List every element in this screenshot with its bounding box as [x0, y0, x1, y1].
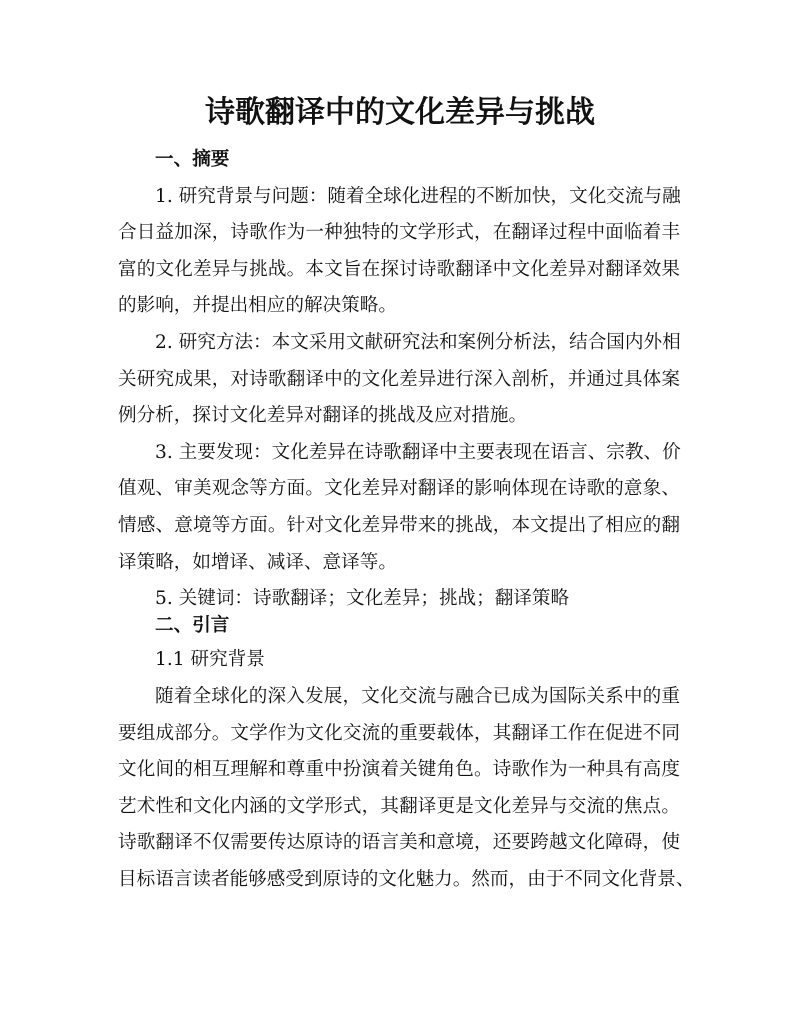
section-heading-intro: 二、引言: [155, 614, 230, 636]
text-line: 随着全球化的深入发展，文化交流与融合已成为国际关系中的重: [155, 685, 680, 707]
paragraph-findings: [118, 435, 680, 581]
paragraph-background: [118, 179, 680, 325]
text-line: 艺术性和文化内涵的文学形式，其翻译更是文化差异与交流的焦点。: [118, 795, 680, 817]
text-line: 值观、审美观念等方面。文化差异对翻译的影响体现在诗歌的意象、: [118, 478, 680, 500]
subsection-heading: 1.1 研究背景: [155, 649, 265, 671]
text-line: 合日益加深，诗歌作为一种独特的文学形式，在翻译过程中面临着丰: [118, 222, 680, 244]
text-line: 2. 研究方法：本文采用文献研究法和案例分析法，结合国内外相: [155, 331, 681, 353]
document-title: 诗歌翻译中的文化差异与挑战: [205, 95, 595, 130]
text-line: 情感、意境等方面。针对文化差异带来的挑战，本文提出了相应的翻: [118, 514, 680, 536]
paragraph-method: [118, 325, 680, 435]
text-line: 要组成部分。文学作为文化交流的重要载体，其翻译工作在促进不同: [118, 722, 680, 744]
paragraph-intro: [118, 679, 695, 899]
text-line: 的影响，并提出相应的解决策略。: [118, 295, 397, 317]
text-line: 译策略，如增译、减译、意译等。: [118, 551, 397, 573]
text-line: 目标语言读者能够感受到原诗的文化魅力。然而，由于不同文化背景、: [118, 868, 695, 890]
text-line: 诗歌翻译不仅需要传达原诗的语言美和意境，还要跨越文化障碍，使: [118, 832, 680, 854]
text-line: 富的文化差异与挑战。本文旨在探讨诗歌翻译中文化差异对翻译效果: [118, 258, 680, 280]
text-line: 例分析，探讨文化差异对翻译的挑战及应对措施。: [118, 405, 528, 427]
text-line: 文化间的相互理解和尊重中扮演着关键角色。诗歌作为一种具有高度: [118, 759, 680, 781]
document-body: [118, 142, 695, 898]
paragraph-keywords: 5. 关键词：诗歌翻译；文化差异；挑战；翻译策略: [155, 588, 570, 610]
text-line: 关研究成果，对诗歌翻译中的文化差异进行深入剖析，并通过具体案: [118, 368, 680, 390]
text-line: 3. 主要发现：文化差异在诗歌翻译中主要表现在语言、宗教、价: [155, 441, 681, 463]
text-line: 1. 研究背景与问题：随着全球化进程的不断加快，文化交流与融: [155, 185, 681, 207]
section-heading-abstract: 一、摘要: [155, 149, 230, 170]
